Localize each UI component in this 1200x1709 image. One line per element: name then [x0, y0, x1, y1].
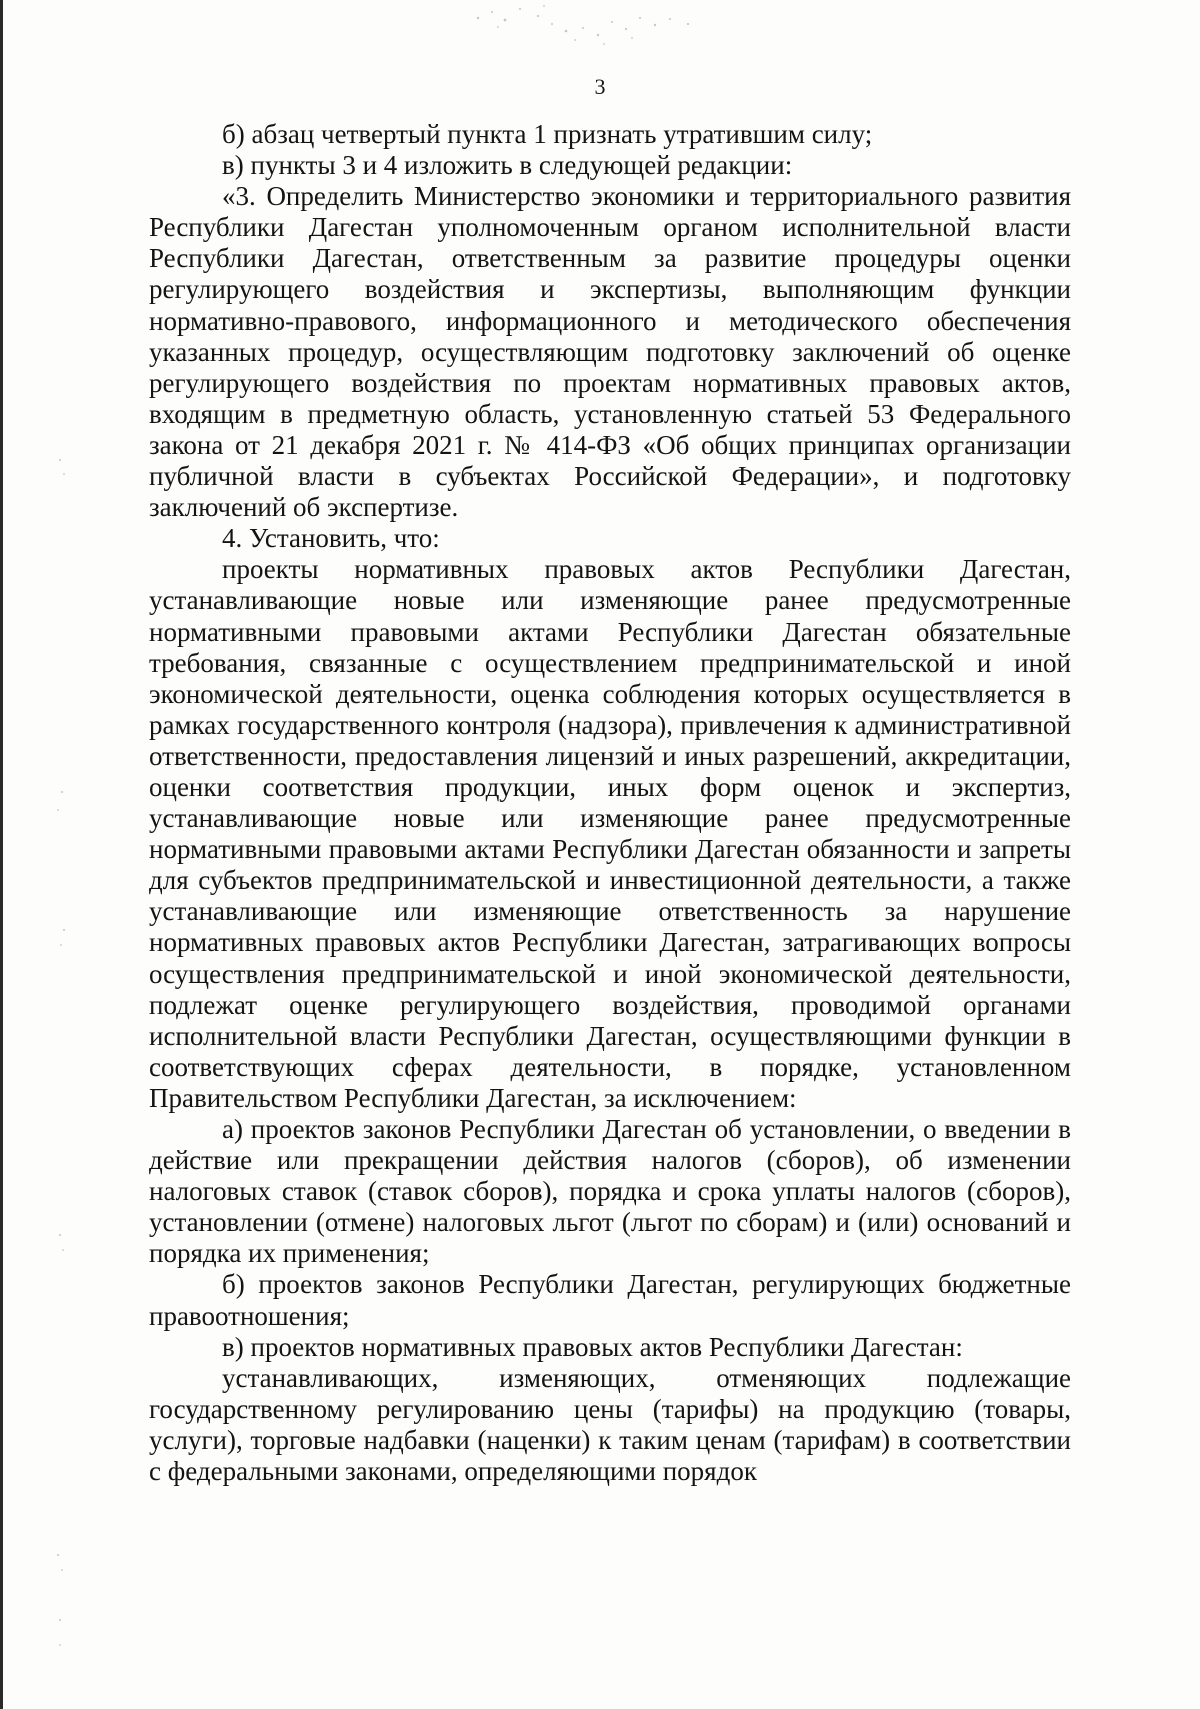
- page-number: 3: [594, 74, 606, 99]
- paragraph-v-items: в) пункты 3 и 4 изложить в следующей редакции:: [222, 150, 793, 181]
- paragraph-item-4: 4. Установить, что:: [222, 523, 440, 554]
- paragraph-b-abolish: б) абзац четвертый пункта 1 признать утратившим силу;: [222, 119, 873, 149]
- paragraph-exception-v: в) проектов нормативных правовых актов Республики Дагестан:: [222, 1331, 963, 1362]
- scan-edge-line: [0, 0, 3, 1709]
- paragraph-tariffs: устанавливающих, изменяющих, отменяющих подлежащие государственному регулированию цены (тарифы) на продукцию (товары, услуги), торговые надбавки (наценки) к таким ценам (тарифам) в соответствии с федеральными законами, определяющими порядок: [149, 1362, 1071, 1487]
- paragraph-exception-a: а) проектов законов Республики Дагестан об установлении, о введении в действие или прекращении действия налогов (сборов), об изменении налоговых ставок (ставок сборов), порядка и срока уплаты налогов (сборов), установлении (отмене) налоговых льгот (льгот по сборам) и (или) оснований и порядка их применения;: [149, 1114, 1071, 1269]
- paragraph-exception-b: б) проектов законов Республики Дагестан, регулирующих бюджетные правоотношения;: [149, 1269, 1071, 1331]
- document-body: [149, 119, 1071, 1487]
- paragraph-projects: проекты нормативных правовых актов Республики Дагестан, устанавливающие новые или изменяющие ранее предусмотренные нормативными правовыми актами Республики Дагестан обязательные требования, связанные с осуществлением предпринимательской и иной экономической деятельности, оценка соблюдения которых осуществляется в рамках государственного контроля (надзора), привлечения к административной ответственности, предоставления лицензий и иных разрешений, аккредитации, оценки соответствия продукции, иных форм оценок и экспертиз, устанавливающие новые или изменяющие ранее предусмотренные нормативными правовыми актами Республики Дагестан обязанности и запреты для субъектов предпринимательской и инвестиционной деятельности, а также устанавливающие или изменяющие ответственность за нарушение нормативных правовых актов Республики Дагестан, затрагивающих вопросы осуществления предпринимательской и иной экономической деятельности, подлежат оценке регулирующего воздействия, проводимой органами исполнительной власти Республики Дагестан, осуществляющими функции в соответствующих сферах деятельности, в порядке, установленном Правительством Республики Дагестан, за исключением:: [149, 554, 1071, 1113]
- paragraph-item-3: «3. Определить Министерство экономики и территориального развития Республики Дагестан уполномоченным органом исполнительной власти Республики Дагестан, ответственным за развитие процедуры оценки регулирующего воздействия и экспертизы, выполняющим функции нормативно-правового, информационного и методического обеспечения указанных процедур, осуществляющим подготовку заключений об оценке регулирующего воздействия по проектам нормативных правовых актов, входящим в предметную область, установленную статьей 53 Федерального закона от 21 декабря 2021 г. № 414-ФЗ «Об общих принципах организации публичной власти в субъектах Российской Федерации», и подготовку заключений об экспертизе.: [149, 181, 1071, 523]
